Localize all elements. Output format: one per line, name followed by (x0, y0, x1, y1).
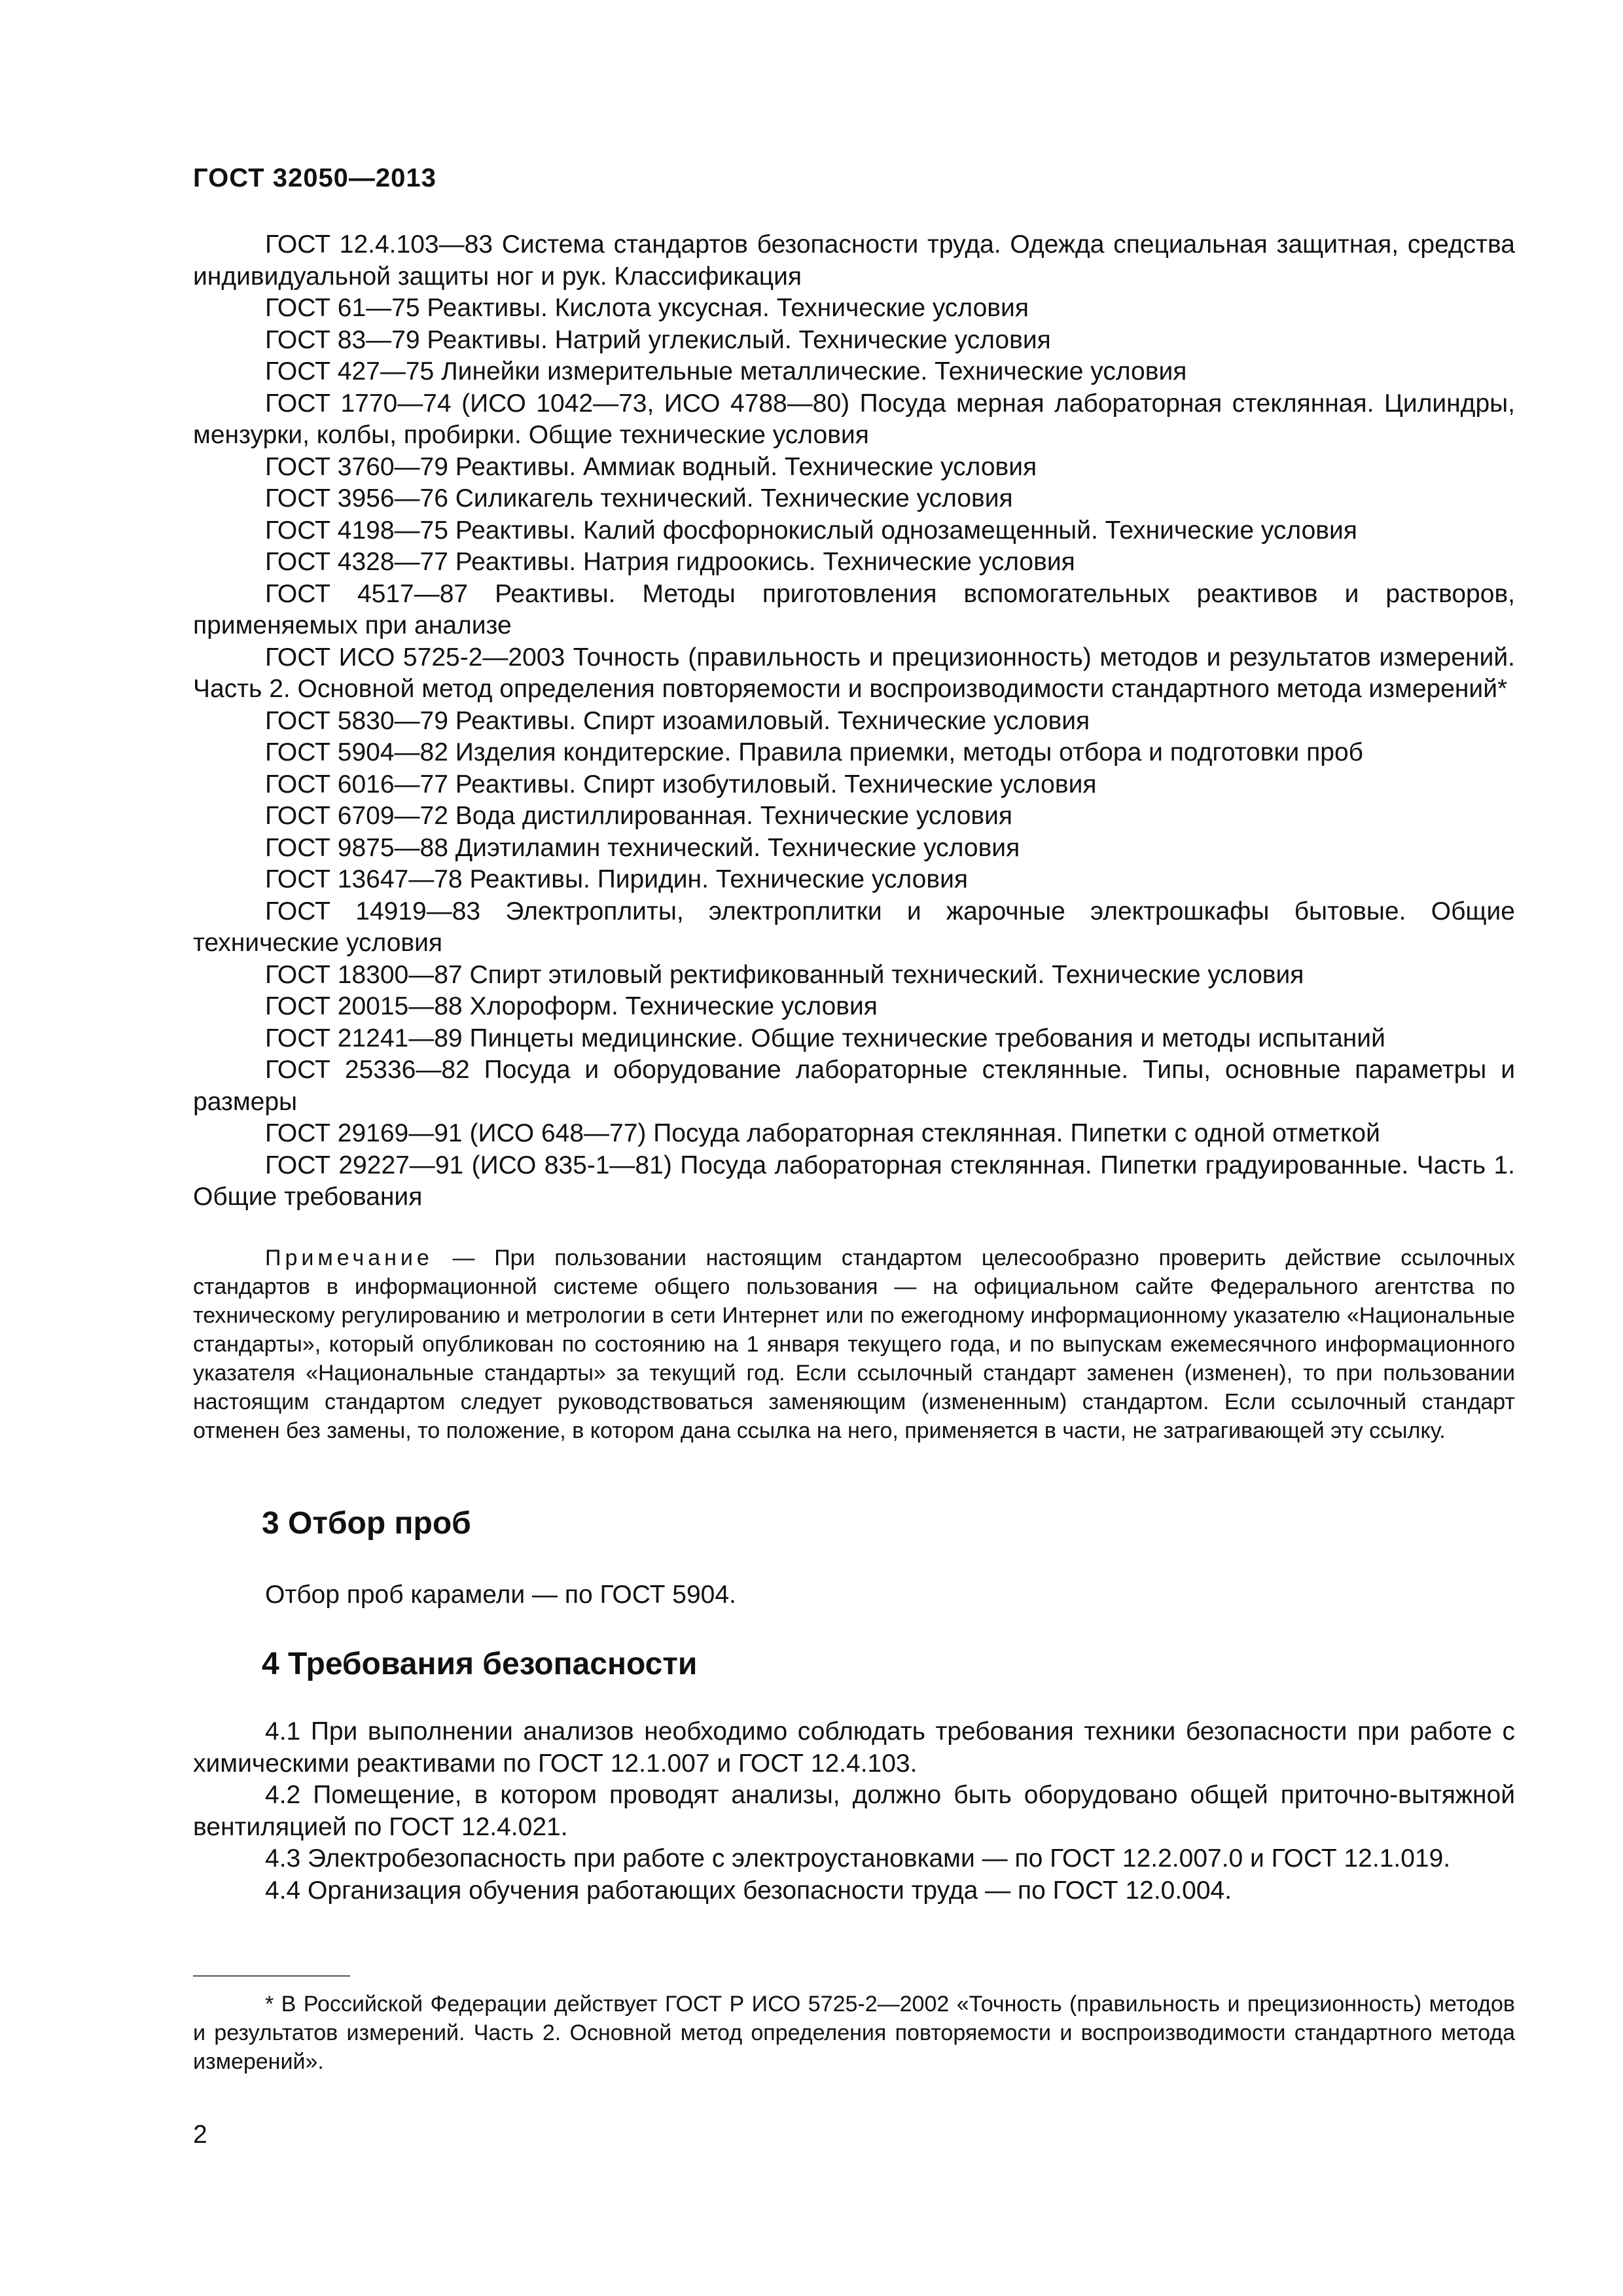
reference-item: ГОСТ 4198—75 Реактивы. Калий фосфорнокислый однозамещенный. Технические условия (265, 516, 1357, 545)
note-label: Примечание (265, 1246, 433, 1270)
reference-item: ГОСТ 25336—82 Посуда и оборудование лабораторные стеклянные. Типы, основные параметры и размеры (193, 1056, 1515, 1116)
reference-item: ГОСТ 5830—79 Реактивы. Спирт изоамиловый. Технические условия (265, 706, 1090, 735)
reference-item: ГОСТ 12.4.103—83 Система стандартов безопасности труда. Одежда специальная защитная, средства индивидуальной защиты ног и рук. Классификация (193, 230, 1515, 291)
reference-item: ГОСТ 3760—79 Реактивы. Аммиак водный. Технические условия (265, 452, 1037, 481)
reference-item: ГОСТ 29169—91 (ИСО 648—77) Посуда лабораторная стеклянная. Пипетки с одной отметкой (265, 1119, 1380, 1147)
reference-item: ГОСТ 14919—83 Электроплиты, электроплитки и жарочные электрошкафы бытовые. Общие технические условия (193, 897, 1515, 957)
reference-item: ГОСТ 21241—89 Пинцеты медицинские. Общие технические требования и методы испытаний (265, 1024, 1385, 1052)
section-4-item: 4.1 При выполнении анализов необходимо соблюдать требования техники безопасности при работе с химическими реактивами по ГОСТ 12.1.007 и ГОСТ 12.4.103. (193, 1717, 1515, 1778)
reference-item: ГОСТ 427—75 Линейки измерительные металлические. Технические условия (265, 357, 1187, 386)
footnote (193, 1990, 1515, 2076)
reference-item: ГОСТ 29227—91 (ИСО 835-1—81) Посуда лабораторная стеклянная. Пипетки градуированные. Часть 1. Общие требования (193, 1151, 1515, 1211)
reference-item: ГОСТ 20015—88 Хлороформ. Технические условия (265, 992, 878, 1020)
footnote-separator (193, 1975, 350, 1977)
note-text: — При пользовании настоящим стандартом целесообразно проверить действие ссылочных стандартов в информационной системе общего пользования — на официальном сайте Федерального агентства по техническому регулированию и метрологии в сети Интернет или по ежегодному информационному указателю «Национальные стандарты», который опубликован по состоянию на 1 января текущего года, и по выпускам ежемесячного информационного указателя «Национальные стандарты» за текущий год. Если ссылочный стандарт заменен (изменен), то при пользовании настоящим стандартом следует руководствоваться заменяющим (измененным) стандартом. Если ссылочный стандарт отменен без замены, то положение, в котором дана ссылка на него, применяется в части, не затрагивающей эту ссылку. (193, 1246, 1515, 1443)
reference-item: ГОСТ 9875—88 Диэтиламин технический. Технические условия (265, 833, 1020, 862)
section-4-item: 4.2 Помещение, в котором проводят анализы, должно быть оборудовано общей приточно-вытяжной вентиляцией по ГОСТ 12.4.021. (193, 1781, 1515, 1841)
reference-item: ГОСТ 13647—78 Реактивы. Пиридин. Технические условия (265, 865, 968, 893)
footnote-text: * В Российской Федерации действует ГОСТ Р ИСО 5725-2—2002 «Точность (правильность и прецизионность) методов и результатов измерений. Часть 2. Основной метод определения повторяемости и воспроизводимости стандартного метода измерений». (193, 1992, 1515, 2074)
reference-item: ГОСТ 4517—87 Реактивы. Методы приготовления вспомогательных реактивов и растворов, применяемых при анализе (193, 579, 1515, 639)
reference-item: ГОСТ 18300—87 Спирт этиловый ректификованный технический. Технические условия (265, 960, 1304, 989)
reference-item: ГОСТ 61—75 Реактивы. Кислота уксусная. Технические условия (265, 294, 1029, 322)
reference-item: ГОСТ 6016—77 Реактивы. Спирт изобутиловый. Технические условия (265, 770, 1097, 798)
reference-item: ГОСТ 5904—82 Изделия кондитерские. Правила приемки, методы отбора и подготовки проб (265, 738, 1363, 766)
reference-item: ГОСТ 83—79 Реактивы. Натрий углекислый. Технические условия (265, 325, 1051, 354)
section-4-item: 4.4 Организация обучения работающих безопасности труда — по ГОСТ 12.0.004. (265, 1876, 1232, 1905)
page-number: 2 (193, 2121, 207, 2149)
section-3-heading: 3 Отбор проб (262, 1506, 471, 1541)
section-3-body (193, 1579, 1515, 1611)
reference-item: ГОСТ 4328—77 Реактивы. Натрия гидроокись. Технические условия (265, 548, 1075, 576)
normative-references-list (193, 229, 1515, 1213)
reference-item: ГОСТ 6709—72 Вода дистиллированная. Технические условия (265, 802, 1013, 830)
section-4-item: 4.3 Электробезопасность при работе с электроустановками — по ГОСТ 12.2.007.0 и ГОСТ 12.1.019. (265, 1844, 1451, 1873)
reference-item: ГОСТ ИСО 5725-2—2003 Точность (правильность и прецизионность) методов и результатов измерений. Часть 2. Основной метод определения повторяемости и воспроизводимости стандартного метода измерений* (193, 643, 1515, 703)
reference-item: ГОСТ 3956—76 Силикагель технический. Технические условия (265, 484, 1013, 512)
section-4-body (193, 1716, 1515, 1907)
page-header-standard-number: ГОСТ 32050—2013 (193, 164, 437, 192)
reference-item: ГОСТ 1770—74 (ИСО 1042—73, ИСО 4788—80) Посуда мерная лабораторная стеклянная. Цилиндры, мензурки, колбы, пробирки. Общие технические условия (193, 389, 1515, 449)
note-block (193, 1244, 1515, 1445)
section-4-heading: 4 Требования безопасности (262, 1647, 698, 1681)
section-3-text: Отбор проб карамели — по ГОСТ 5904. (265, 1581, 736, 1609)
